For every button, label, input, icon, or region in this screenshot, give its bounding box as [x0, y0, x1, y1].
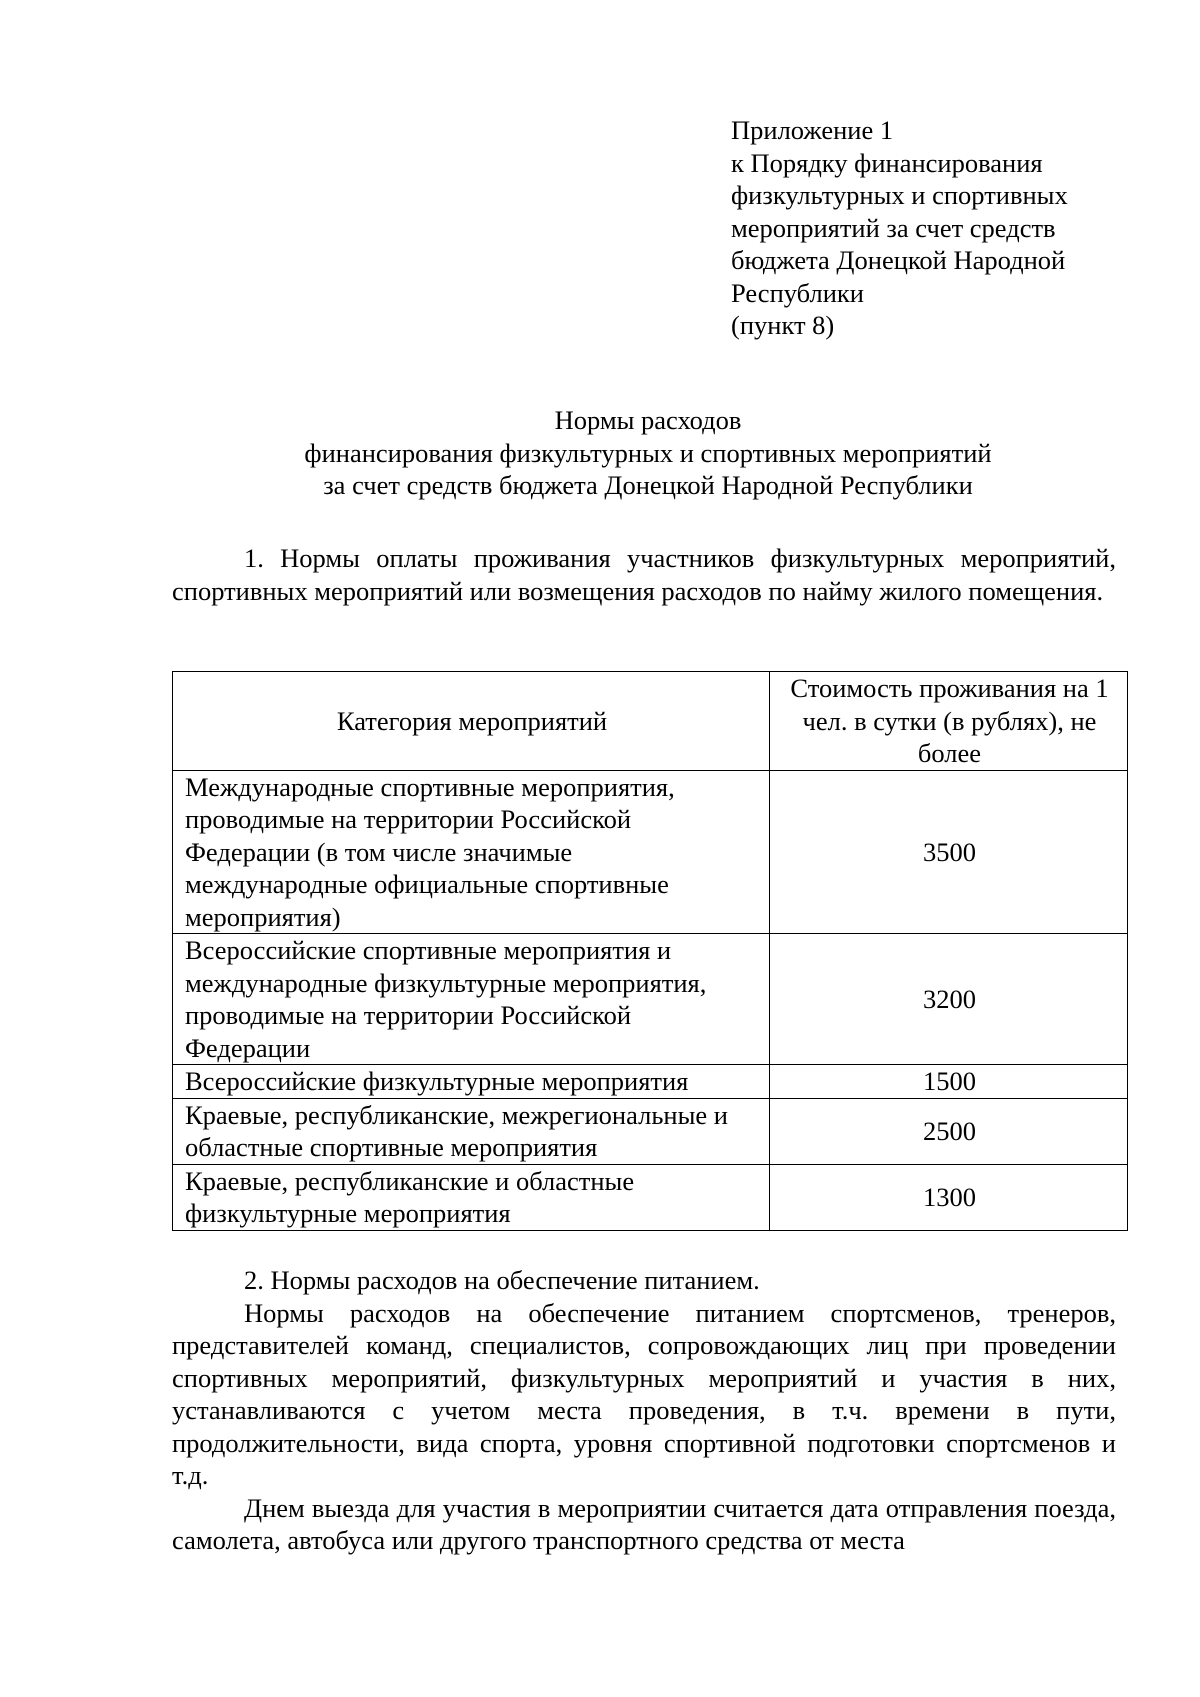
section-2-paragraph: Днем выезда для участия в мероприятии считается дата отправления поезда, самолета, автобуса или другого транспортного средства от места: [172, 1492, 1116, 1555]
annex-line: бюджета Донецкой Народной: [731, 245, 1066, 275]
title-line: за счет средств бюджета Донецкой Народной Республики: [323, 470, 973, 500]
table-row: [173, 934, 1128, 1065]
accommodation-norms-table: [172, 671, 1128, 1231]
section-2-paragraph: Нормы расходов на обеспечение питанием спортсменов, тренеров, представителей команд, специалистов, сопровождающих лиц при проведении спортивных мероприятий, физкультурных мероприятий и участия в них, устанавливаются с учетом места проведения, в т.ч. времени в пути, продолжительности, вида спорта, уровня спортивной подготовки спортсменов и т.д.: [172, 1297, 1116, 1490]
annex-line: Республики: [731, 277, 864, 308]
document-title: [172, 404, 1124, 502]
section-2-heading: 2. Нормы расходов на обеспечение питанием.: [244, 1265, 760, 1295]
annex-line: (пункт 8): [731, 310, 835, 340]
category-cell: Краевые, республиканские, межрегиональные и областные спортивные мероприятия: [173, 1098, 770, 1164]
category-cell: Краевые, республиканские и областные физкультурные мероприятия: [173, 1164, 770, 1230]
table-row: [173, 1164, 1128, 1230]
section-1-paragraph: [172, 542, 1116, 607]
cost-cell: 2500: [770, 1098, 1128, 1164]
table-row: [173, 1098, 1128, 1164]
column-header-cost: Стоимость проживания на 1 чел. в сутки (в рублях), не более: [770, 672, 1128, 771]
cost-cell: 3200: [770, 934, 1128, 1065]
column-header-category: Категория мероприятий: [173, 672, 770, 771]
category-cell: Всероссийские физкультурные мероприятия: [173, 1065, 770, 1099]
cost-cell: 1300: [770, 1164, 1128, 1230]
table-row: [173, 1065, 1128, 1099]
title-line: Нормы расходов: [554, 405, 742, 435]
annex-line: к Порядку финансирования: [731, 147, 1043, 178]
category-cell: Всероссийские спортивные мероприятия и международные физкультурные мероприятия, проводимые на территории Российской Федерации: [173, 934, 770, 1065]
category-cell: Международные спортивные мероприятия, проводимые на территории Российской Федерации (в том числе значимые международные официальные спортивные мероприятия): [173, 770, 770, 934]
section-1-text: 1. Нормы оплаты проживания участников физкультурных мероприятий, спортивных мероприятий или возмещения расходов по найму жилого помещения.: [172, 543, 1116, 606]
table-header-row: [173, 672, 1128, 771]
annex-line: Приложение 1: [731, 115, 894, 145]
table-row: [173, 770, 1128, 934]
cost-cell: 3500: [770, 770, 1128, 934]
cost-cell: 1500: [770, 1065, 1128, 1099]
annex-line: мероприятий за счет средств: [731, 212, 1056, 243]
title-line: финансирования физкультурных и спортивных мероприятий: [304, 437, 992, 468]
annex-line: физкультурных и спортивных: [731, 180, 1068, 210]
section-2: [172, 1264, 1116, 1557]
annex-reference: [731, 114, 1151, 342]
